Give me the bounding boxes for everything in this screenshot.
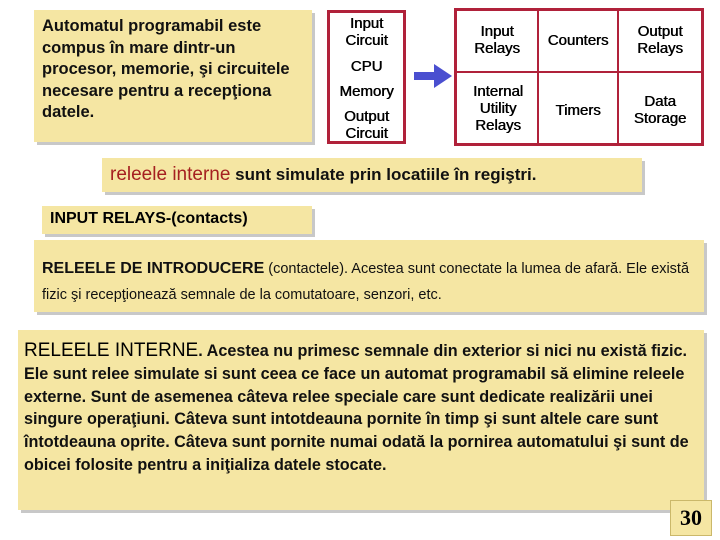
- cell-internal-utility-relays: [457, 73, 539, 143]
- simulated-relays-rest: sunt simulate prin locatiile în regiştri.: [230, 165, 537, 184]
- cpu-block-diagram: [327, 10, 406, 144]
- input-relays-description-heading: RELEELE DE INTRODUCERE: [42, 260, 265, 277]
- diagram-timers: Timers: [555, 102, 601, 119]
- cell-data-storage: [619, 73, 701, 143]
- input-relays-description: [34, 240, 704, 312]
- cell-timers: [539, 73, 619, 143]
- input-relays-description-body: (contactele). Acestea sunt conectate la lumea de afară. Ele există fizic şi recepţionează semnale de la comutatoare, senzori, etc.: [42, 261, 690, 303]
- simulated-relays-highlight: releele interne: [110, 164, 231, 185]
- input-relays-heading: INPUT RELAYS-(contacts): [42, 206, 312, 234]
- intro-text: Automatul programabil este compus în mare dintr-un procesor, memorie, şi circuitele necesare pentru a recepţiona datele.: [42, 17, 290, 121]
- cell-output-relays: [619, 11, 701, 73]
- diagram-input-relays: Input Relays: [474, 23, 520, 57]
- internal-relays-heading: RELEELE INTERNE: [24, 340, 199, 361]
- simulated-relays-line: [102, 158, 642, 192]
- diagram-input-circuit: Input Circuit: [345, 15, 388, 49]
- page-number: 30: [670, 500, 712, 536]
- internal-relays-body: . Acestea nu primesc semnale din exterior si nici nu există fizic. Ele sunt relee simulate si sunt ceea ce face un automat programabil să elimine releele externe. Sunt de asemenea câteva relee speciale care sunt dedicate realizării unei singure operaţiuni. Câteva sunt intotdeauna pornite în timp şi sunt altele care sunt întotdeauna oprite. Câteva sunt pornite numai odată la pornirea automatului şi sunt de obicei folosite pentru a iniţializa datele stocate.: [24, 342, 689, 474]
- relays-block-diagram: [454, 8, 704, 146]
- cell-counters: [539, 11, 619, 73]
- diagram-counters: Counters: [547, 32, 609, 49]
- cell-input-relays: [457, 11, 539, 73]
- intro-text-box: [34, 10, 312, 142]
- diagram-output-relays: Output Relays: [637, 23, 683, 57]
- right-arrow-icon: [414, 64, 452, 88]
- diagram-memory: Memory: [339, 83, 394, 100]
- diagram-data-storage: Data Storage: [633, 93, 687, 127]
- diagram-internal-utility-relays: Internal Utility Relays: [472, 83, 524, 134]
- internal-relays-description: [18, 330, 704, 510]
- diagram-output-circuit: Output Circuit: [343, 108, 390, 142]
- diagram-cpu: CPU: [350, 58, 383, 75]
